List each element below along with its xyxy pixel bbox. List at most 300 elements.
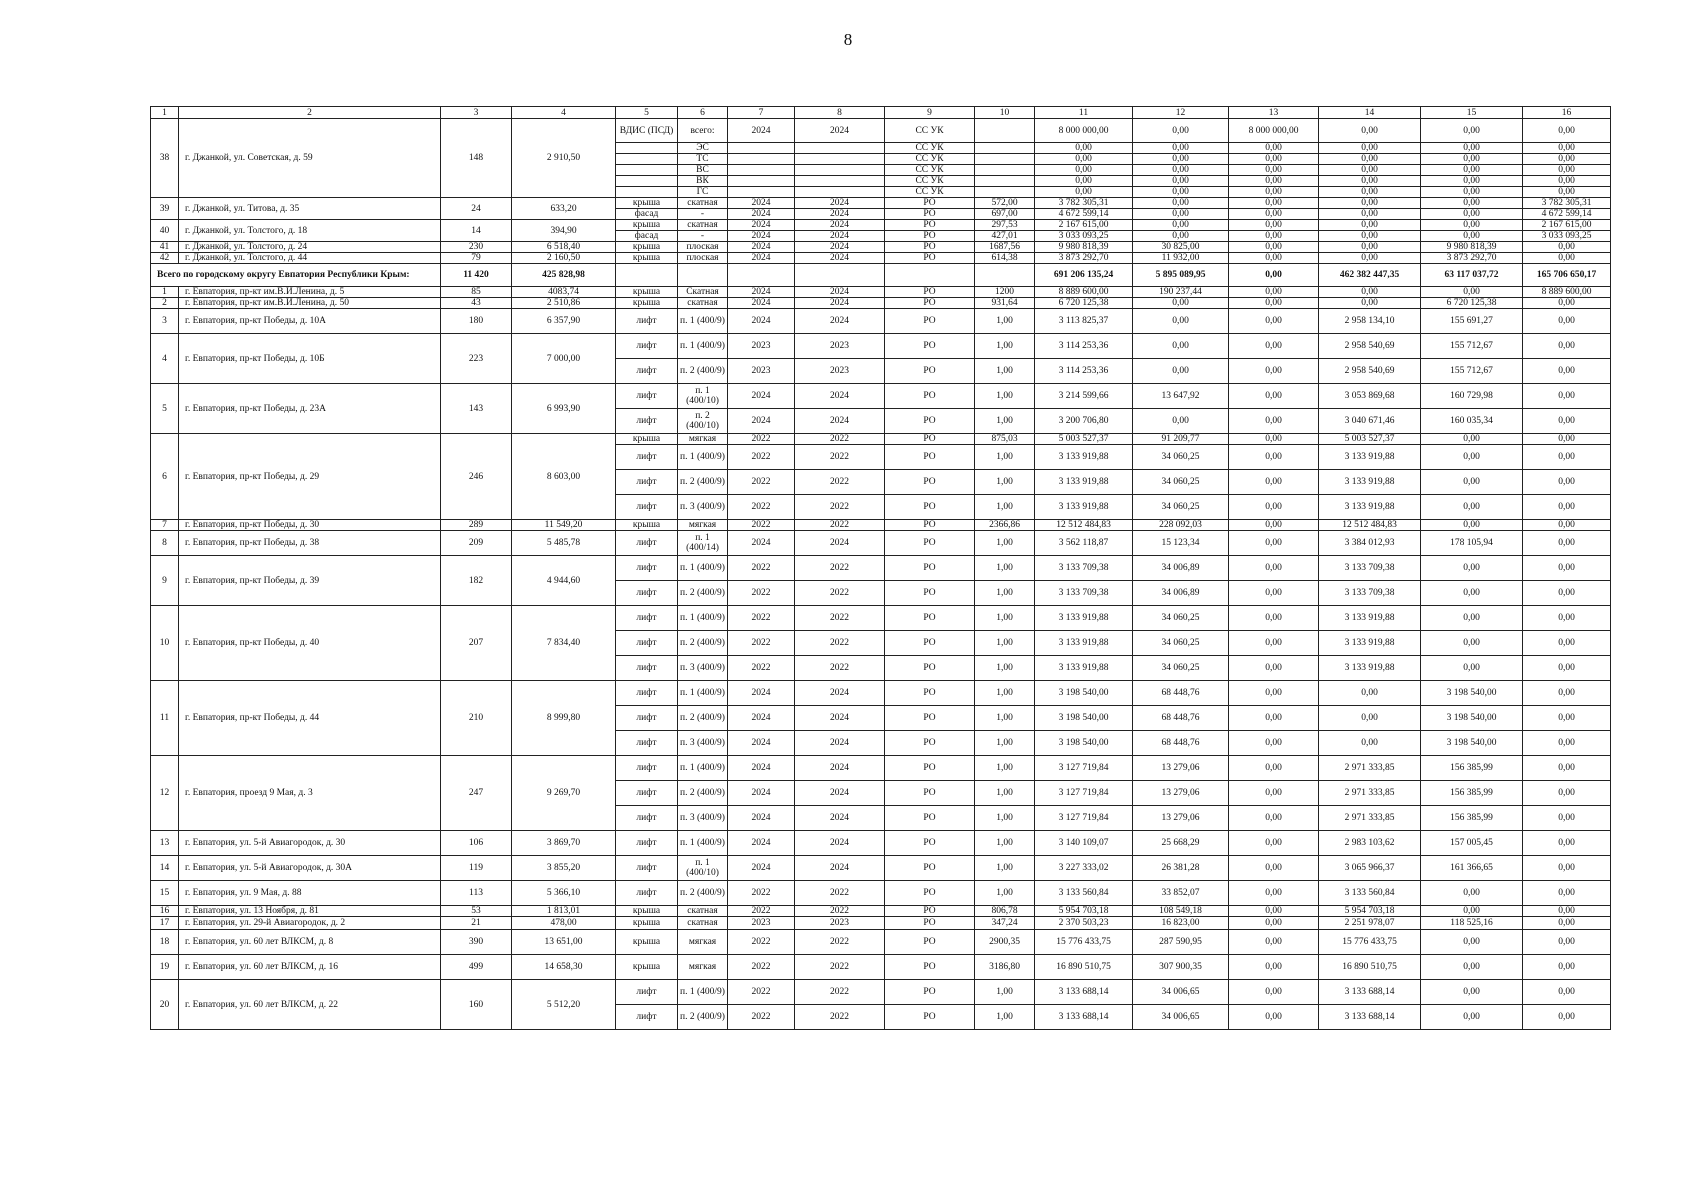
cell-col-5: лифт [616,409,678,434]
cell-col-15: 0,00 [1421,119,1523,143]
cell-col-13: 0,00 [1229,253,1319,264]
cell-col-14: 2 958 134,10 [1319,309,1421,334]
cell-col-5: лифт [616,495,678,520]
cell-col-10: 1,00 [975,681,1035,706]
cell-col-8: 2024 [795,231,885,242]
cell-col-7: 2024 [728,242,795,253]
cell-col-9: РО [885,906,975,917]
cell-col-15: 0,00 [1421,495,1523,520]
cell-col-7 [728,176,795,187]
cell-col-10: 1,00 [975,384,1035,409]
cell-col-10: 614,38 [975,253,1035,264]
cell-col-10: 1,00 [975,631,1035,656]
cell-col-15: 0,00 [1421,930,1523,955]
cell-col-5: лифт [616,980,678,1005]
cell-col-15: 15 [1421,107,1523,119]
cell-col-2: г. Евпатория, ул. 13 Ноября, д. 81 [179,906,441,917]
cell-col-7: 2023 [728,359,795,384]
cell-col-12: 68 448,76 [1133,731,1229,756]
cell-col-10: 1,00 [975,581,1035,606]
cell-col-6 [678,264,728,287]
cell-col-14: 3 133 919,88 [1319,606,1421,631]
cell-col-14: 3 133 709,38 [1319,581,1421,606]
cell-col-13: 0,00 [1229,930,1319,955]
cell-col-3: 230 [441,242,512,253]
table-row [151,955,1611,980]
table-row [151,220,1611,231]
cell-col-16: 3 782 305,31 [1523,198,1611,209]
cell-col-14: 2 971 333,85 [1319,806,1421,831]
cell-col-16: 165 706 650,17 [1523,264,1611,287]
cell-col-9: РО [885,334,975,359]
cell-col-9: РО [885,556,975,581]
cell-col-10: 1,00 [975,470,1035,495]
cell-col-4: 633,20 [512,198,616,220]
cell-col-14: 0,00 [1319,143,1421,154]
cell-col-12: 13 647,92 [1133,384,1229,409]
cell-col-14: 0,00 [1319,253,1421,264]
cell-col-9: РО [885,309,975,334]
cell-col-9: РО [885,606,975,631]
cell-col-15: 0,00 [1421,656,1523,681]
cell-col-8: 2024 [795,706,885,731]
cell-col-7: 7 [728,107,795,119]
cell-col-15: 0,00 [1421,287,1523,298]
cell-col-14: 3 053 869,68 [1319,384,1421,409]
cell-col-13: 0,00 [1229,187,1319,198]
cell-col-16: 0,00 [1523,906,1611,917]
cell-col-12: 0,00 [1133,231,1229,242]
table-row [151,531,1611,556]
cell-col-8: 2023 [795,359,885,384]
cell-col-13: 0,00 [1229,831,1319,856]
cell-col-4: 478,00 [512,917,616,930]
cell-col-9: РО [885,231,975,242]
cell-col-8: 2024 [795,287,885,298]
cell-col-14: 462 382 447,35 [1319,264,1421,287]
cell-col-7: 2022 [728,881,795,906]
cell-col-12: 34 060,25 [1133,495,1229,520]
cell-col-10: 1,00 [975,731,1035,756]
cell-col-1: 18 [151,930,179,955]
cell-col-8: 2024 [795,298,885,309]
cell-col-13: 0,00 [1229,434,1319,445]
cell-col-5: лифт [616,384,678,409]
cell-col-8: 2022 [795,495,885,520]
cell-col-15: 3 198 540,00 [1421,706,1523,731]
cell-col-14: 2 983 103,62 [1319,831,1421,856]
cell-col-15: 0,00 [1421,209,1523,220]
cell-col-10: 697,00 [975,209,1035,220]
table-row [151,119,1611,143]
cell-col-15: 0,00 [1421,176,1523,187]
cell-col-12: 34 060,25 [1133,631,1229,656]
cell-col-1: 3 [151,309,179,334]
cell-col-5 [616,176,678,187]
cell-col-2: г. Евпатория, пр-кт Победы, д. 39 [179,556,441,606]
cell-col-13: 13 [1229,107,1319,119]
cell-col-13: 0,00 [1229,384,1319,409]
cell-col-10: 1,00 [975,781,1035,806]
cell-col-8: 2024 [795,831,885,856]
cell-col-6: скатная [678,298,728,309]
cell-col-14: 2 958 540,69 [1319,334,1421,359]
table-row [151,242,1611,253]
cell-col-7: 2022 [728,520,795,531]
cell-col-6: ВС [678,165,728,176]
cell-col-2: г. Евпатория, пр-кт им.В.И.Ленина, д. 50 [179,298,441,309]
cell-col-15: 155 712,67 [1421,359,1523,384]
cell-col-7: 2022 [728,556,795,581]
cell-col-16: 16 [1523,107,1611,119]
cell-col-12: 0,00 [1133,209,1229,220]
cell-col-11: 11 [1035,107,1133,119]
cell-col-12: 15 123,34 [1133,531,1229,556]
cell-col-9: РО [885,253,975,264]
cell-col-8: 2022 [795,930,885,955]
cell-col-9: РО [885,409,975,434]
cell-col-9: РО [885,531,975,556]
cell-col-8 [795,264,885,287]
cell-col-15: 157 005,45 [1421,831,1523,856]
cell-col-16: 4 672 599,14 [1523,209,1611,220]
table-row [151,556,1611,581]
cell-col-5: лифт [616,606,678,631]
cell-col-6: мягкая [678,434,728,445]
cell-col-13: 0,00 [1229,154,1319,165]
cell-col-13: 0,00 [1229,143,1319,154]
cell-col-2: г. Джанкой, ул. Толстого, д. 18 [179,220,441,242]
cell-col-16: 0,00 [1523,384,1611,409]
cell-col-11: 4 672 599,14 [1035,209,1133,220]
cell-col-1: 10 [151,606,179,681]
cell-col-8: 2024 [795,242,885,253]
cell-col-10: 1,00 [975,831,1035,856]
cell-col-8: 2024 [795,309,885,334]
cell-col-9: РО [885,955,975,980]
cell-col-14: 2 958 540,69 [1319,359,1421,384]
cell-col-9: РО [885,930,975,955]
cell-col-2: г. Евпатория, пр-кт Победы, д. 10Б [179,334,441,384]
cell-col-5: крыша [616,917,678,930]
cell-col-16: 3 033 093,25 [1523,231,1611,242]
cell-col-5: лифт [616,756,678,781]
cell-col-6: п. 1 (400/9) [678,831,728,856]
cell-col-10 [975,165,1035,176]
cell-col-12: 34 060,25 [1133,470,1229,495]
cell-col-9: РО [885,520,975,531]
cell-col-10: 1,00 [975,409,1035,434]
cell-col-14: 0,00 [1319,731,1421,756]
cell-col-11: 0,00 [1035,154,1133,165]
cell-col-2: г. Евпатория, ул. 60 лет ВЛКСМ, д. 22 [179,980,441,1030]
cell-col-9: РО [885,781,975,806]
cell-col-1: 16 [151,906,179,917]
cell-col-3: 53 [441,906,512,917]
cell-col-11: 3 033 093,25 [1035,231,1133,242]
cell-col-4: 6 357,90 [512,309,616,334]
cell-col-4: 5 512,20 [512,980,616,1030]
cell-col-6: п. 2 (400/9) [678,631,728,656]
cell-col-14: 3 133 560,84 [1319,881,1421,906]
cell-col-15: 0,00 [1421,556,1523,581]
cell-col-6: п. 1 (400/9) [678,980,728,1005]
cell-col-10: 572,00 [975,198,1035,209]
cell-col-8: 2022 [795,881,885,906]
cell-col-2: г. Евпатория, пр-кт Победы, д. 23А [179,384,441,434]
cell-col-12: 0,00 [1133,198,1229,209]
cell-col-10: 10 [975,107,1035,119]
cell-col-15: 0,00 [1421,1005,1523,1030]
cell-col-12: 0,00 [1133,187,1229,198]
cell-col-8 [795,176,885,187]
cell-col-7: 2024 [728,298,795,309]
cell-col-6: ВК [678,176,728,187]
cell-col-6: п. 1 (400/14) [678,531,728,556]
cell-col-10: 1,00 [975,495,1035,520]
cell-col-1: 9 [151,556,179,606]
cell-col-7: 2024 [728,831,795,856]
cell-col-14: 3 133 688,14 [1319,980,1421,1005]
cell-col-9: РО [885,434,975,445]
cell-col-4: 8 999,80 [512,681,616,756]
cell-col-15: 0,00 [1421,445,1523,470]
cell-col-13: 0,00 [1229,781,1319,806]
cell-col-5: ВДИС (ПСД) [616,119,678,143]
cell-col-10 [975,176,1035,187]
cell-col-16: 0,00 [1523,154,1611,165]
capital-repair-table [150,106,1611,1030]
cell-col-6: всего: [678,119,728,143]
cell-col-5: лифт [616,706,678,731]
cell-col-5: лифт [616,681,678,706]
cell-col-8 [795,187,885,198]
cell-col-13: 0,00 [1229,681,1319,706]
cell-col-12: 68 448,76 [1133,681,1229,706]
cell-col-7: 2022 [728,470,795,495]
cell-col-7: 2024 [728,856,795,881]
cell-col-15: 0,00 [1421,631,1523,656]
cell-col-12: 34 060,25 [1133,656,1229,681]
cell-col-9: РО [885,445,975,470]
cell-col-7: 2024 [728,706,795,731]
cell-col-13: 0,00 [1229,731,1319,756]
cell-col-9: РО [885,881,975,906]
cell-col-6: 6 [678,107,728,119]
cell-col-5: крыша [616,253,678,264]
cell-col-13: 0,00 [1229,231,1319,242]
cell-col-14: 15 776 433,75 [1319,930,1421,955]
cell-col-11: 691 206 135,24 [1035,264,1133,287]
cell-col-15: 160 729,98 [1421,384,1523,409]
cell-col-10: 1,00 [975,309,1035,334]
cell-col-11: 15 776 433,75 [1035,930,1133,955]
cell-col-15: 3 873 292,70 [1421,253,1523,264]
cell-col-1: 39 [151,198,179,220]
cell-col-8 [795,143,885,154]
cell-col-15: 0,00 [1421,520,1523,531]
cell-col-13: 0,00 [1229,906,1319,917]
cell-col-5 [616,264,678,287]
cell-col-1: 15 [151,881,179,906]
cell-col-2: г. Евпатория, ул. 60 лет ВЛКСМ, д. 16 [179,955,441,980]
cell-col-11: 3 114 253,36 [1035,359,1133,384]
cell-col-15: 155 691,27 [1421,309,1523,334]
cell-col-10: 1,00 [975,706,1035,731]
cell-col-13: 0,00 [1229,470,1319,495]
cell-col-6: - [678,231,728,242]
cell-col-9: РО [885,856,975,881]
cell-col-8 [795,165,885,176]
cell-col-7: 2022 [728,606,795,631]
cell-col-5 [616,154,678,165]
cell-col-11: 6 720 125,38 [1035,298,1133,309]
cell-col-8: 2024 [795,681,885,706]
cell-col-8: 2022 [795,980,885,1005]
cell-col-12: 5 895 089,95 [1133,264,1229,287]
cell-col-6: п. 2 (400/9) [678,359,728,384]
cell-col-10: 347,24 [975,917,1035,930]
cell-col-10 [975,187,1035,198]
cell-col-16: 0,00 [1523,731,1611,756]
cell-col-14: 0,00 [1319,681,1421,706]
table-row [151,856,1611,881]
cell-col-12: 0,00 [1133,143,1229,154]
cell-col-11: 5 954 703,18 [1035,906,1133,917]
cell-col-2: г. Джанкой, ул. Толстого, д. 44 [179,253,441,264]
cell-col-16: 0,00 [1523,298,1611,309]
cell-col-12: 0,00 [1133,119,1229,143]
cell-col-16: 2 167 615,00 [1523,220,1611,231]
cell-col-6: п. 1 (400/9) [678,681,728,706]
table-row [151,756,1611,781]
cell-col-9: РО [885,242,975,253]
cell-col-6: п. 1 (400/10) [678,856,728,881]
cell-col-11: 3 133 919,88 [1035,445,1133,470]
cell-col-7: 2024 [728,384,795,409]
cell-col-6: п. 1 (400/9) [678,556,728,581]
cell-col-12: 34 006,65 [1133,980,1229,1005]
cell-col-11: 3 133 709,38 [1035,556,1133,581]
cell-col-5: фасад [616,231,678,242]
cell-col-7: 2022 [728,495,795,520]
cell-col-13: 0,00 [1229,176,1319,187]
cell-col-5 [616,165,678,176]
cell-col-2: г. Евпатория, ул. 29-й Авиагородок, д. 2 [179,917,441,930]
cell-col-16: 0,00 [1523,176,1611,187]
cell-col-13: 0,00 [1229,917,1319,930]
cell-col-16: 0,00 [1523,631,1611,656]
cell-col-16: 0,00 [1523,781,1611,806]
cell-col-14: 0,00 [1319,176,1421,187]
table-row [151,520,1611,531]
cell-col-7: 2023 [728,917,795,930]
cell-col-16: 0,00 [1523,806,1611,831]
cell-col-12: 34 006,65 [1133,1005,1229,1030]
cell-col-11: 3 133 919,88 [1035,470,1133,495]
cell-col-9: СС УК [885,154,975,165]
cell-col-2: г. Евпатория, пр-кт Победы, д. 10А [179,309,441,334]
cell-col-7: 2022 [728,955,795,980]
cell-col-12: 287 590,95 [1133,930,1229,955]
cell-col-15: 161 366,65 [1421,856,1523,881]
cell-col-10 [975,143,1035,154]
page-number: 8 [843,30,853,49]
cell-col-9: РО [885,495,975,520]
cell-col-11: 5 003 527,37 [1035,434,1133,445]
cell-col-15: 0,00 [1421,606,1523,631]
cell-col-12: 12 [1133,107,1229,119]
cell-col-11: 3 198 540,00 [1035,681,1133,706]
cell-col-3: 209 [441,531,512,556]
cell-col-12: 307 900,35 [1133,955,1229,980]
cell-col-10: 1200 [975,287,1035,298]
cell-col-11: 0,00 [1035,165,1133,176]
cell-col-13: 8 000 000,00 [1229,119,1319,143]
cell-col-7: 2024 [728,287,795,298]
cell-col-10: 1,00 [975,445,1035,470]
cell-col-2: г. Евпатория, ул. 9 Мая, д. 88 [179,881,441,906]
cell-col-11: 3 782 305,31 [1035,198,1133,209]
cell-col-5: лифт [616,656,678,681]
cell-col-4: 2 160,50 [512,253,616,264]
cell-col-6: мягкая [678,955,728,980]
cell-col-9: РО [885,731,975,756]
cell-col-7: 2022 [728,631,795,656]
cell-col-16: 0,00 [1523,445,1611,470]
cell-col-8: 2024 [795,253,885,264]
cell-col-13: 0,00 [1229,581,1319,606]
cell-col-8 [795,154,885,165]
cell-col-12: 26 381,28 [1133,856,1229,881]
cell-col-16: 0,00 [1523,606,1611,631]
cell-col-1: 5 [151,384,179,434]
cell-col-1: 14 [151,856,179,881]
cell-col-8: 2024 [795,731,885,756]
cell-col-11: 3 133 919,88 [1035,631,1133,656]
cell-col-5: лифт [616,556,678,581]
cell-col-9: РО [885,1005,975,1030]
table-row [151,980,1611,1005]
cell-col-13: 0,00 [1229,881,1319,906]
cell-col-15: 160 035,34 [1421,409,1523,434]
cell-col-10: 1,00 [975,606,1035,631]
cell-col-9: 9 [885,107,975,119]
cell-col-12: 0,00 [1133,176,1229,187]
cell-col-13: 0,00 [1229,806,1319,831]
cell-col-14: 2 971 333,85 [1319,781,1421,806]
cell-col-15: 63 117 037,72 [1421,264,1523,287]
cell-col-10: 3186,80 [975,955,1035,980]
cell-col-8: 2022 [795,470,885,495]
cell-col-3: 180 [441,309,512,334]
cell-col-8: 2024 [795,198,885,209]
cell-col-15: 9 980 818,39 [1421,242,1523,253]
cell-col-12: 228 092,03 [1133,520,1229,531]
cell-col-5: крыша [616,287,678,298]
cell-col-4: 11 549,20 [512,520,616,531]
cell-col-6: п. 3 (400/9) [678,806,728,831]
cell-col-15: 0,00 [1421,220,1523,231]
cell-col-11: 3 140 109,07 [1035,831,1133,856]
cell-col-10: 2366,86 [975,520,1035,531]
table-row [151,287,1611,298]
cell-col-14: 0,00 [1319,242,1421,253]
cell-col-9: СС УК [885,176,975,187]
cell-col-4: 7 000,00 [512,334,616,384]
cell-col-15: 3 198 540,00 [1421,731,1523,756]
cell-col-6: п. 2 (400/9) [678,581,728,606]
